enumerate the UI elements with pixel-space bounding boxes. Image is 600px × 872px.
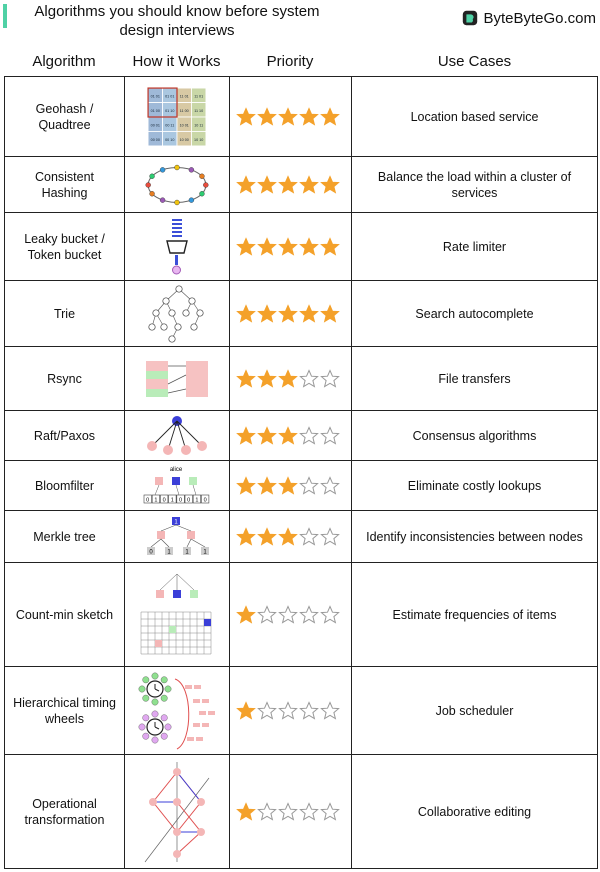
priority-rating (230, 667, 352, 755)
geohash-cell-label: 11 10 (194, 108, 204, 113)
table-row (5, 755, 598, 869)
algorithm-name: Hierarchical timing wheels (5, 667, 125, 755)
star-filled-icon (236, 527, 256, 547)
algorithm-name: Trie (5, 281, 125, 347)
how-it-works-illustration (125, 667, 230, 755)
star-empty-icon (278, 605, 298, 625)
table-row (5, 213, 598, 281)
geohash-cell-label: 00 11 (165, 122, 175, 127)
star-filled-icon (257, 107, 277, 127)
algorithm-name: Geohash / Quadtree (5, 77, 125, 157)
brand-logo[interactable] (461, 9, 596, 27)
algorithms-table (4, 76, 598, 869)
star-empty-icon (257, 701, 277, 721)
star-empty-icon (278, 802, 298, 822)
merkle-tree-icon (141, 515, 213, 559)
how-it-works-illustration (125, 461, 230, 511)
use-case: Consensus algorithms (352, 411, 598, 461)
star-filled-icon (278, 175, 298, 195)
bloom-item-label: alice (169, 466, 183, 473)
star-filled-icon (257, 237, 277, 257)
bytebytego-logo-icon (461, 9, 479, 27)
star-empty-icon (320, 476, 340, 496)
bloom-bit-label: 0 (187, 497, 191, 503)
table-row (5, 411, 598, 461)
star-filled-icon (236, 701, 256, 721)
bucket-icon (155, 217, 199, 277)
star-filled-icon (257, 426, 277, 446)
use-case: File transfers (352, 347, 598, 411)
star-filled-icon (236, 802, 256, 822)
star-filled-icon (236, 107, 256, 127)
star-filled-icon (257, 369, 277, 389)
star-filled-icon (278, 527, 298, 547)
star-filled-icon (320, 304, 340, 324)
bloom-bit-label: 0 (203, 497, 207, 503)
bloom-bit-label: 1 (170, 497, 174, 503)
algorithm-name: Consistent Hashing (5, 157, 125, 213)
star-filled-icon (299, 304, 319, 324)
star-empty-icon (320, 701, 340, 721)
priority-rating (230, 755, 352, 869)
merkle-leaf-label: 0 (149, 549, 153, 555)
use-case: Balance the load within a cluster of services (352, 157, 598, 213)
geohash-cell-label: 00 10 (165, 137, 175, 142)
priority-rating (230, 157, 352, 213)
algorithm-name: Rsync (5, 347, 125, 411)
leader-nodes-icon (142, 414, 212, 458)
merkle-leaf-label: 1 (167, 549, 171, 555)
star-filled-icon (236, 369, 256, 389)
how-it-works-illustration (125, 213, 230, 281)
geohash-cell-label: 01 10 (165, 108, 175, 113)
priority-rating (230, 281, 352, 347)
star-filled-icon (236, 304, 256, 324)
count-min-grid-icon (137, 570, 217, 660)
star-empty-icon (257, 802, 277, 822)
timing-wheel-icon (137, 671, 217, 751)
star-filled-icon (278, 426, 298, 446)
how-it-works-illustration (125, 563, 230, 667)
star-empty-icon (299, 476, 319, 496)
use-case: Location based service (352, 77, 598, 157)
star-filled-icon (278, 107, 298, 127)
star-empty-icon (320, 369, 340, 389)
merkle-leaf-label: 1 (185, 549, 189, 555)
geohash-cell-label: 11 01 (179, 93, 189, 98)
brand-name: ByteByteGo.com (483, 9, 596, 27)
ot-diagram-icon (137, 758, 217, 866)
use-case: Collaborative editing (352, 755, 598, 869)
geohash-cell-label: 11 01 (194, 93, 204, 98)
star-filled-icon (299, 237, 319, 257)
star-empty-icon (278, 701, 298, 721)
star-empty-icon (320, 802, 340, 822)
star-empty-icon (299, 527, 319, 547)
use-case: Identify inconsistencies between nodes (352, 511, 598, 563)
geohash-cell-label: 10 00 (179, 137, 189, 142)
star-empty-icon (299, 426, 319, 446)
trie-tree-icon (142, 283, 212, 345)
col-header-use-cases: Use Cases (437, 53, 512, 70)
priority-rating (230, 347, 352, 411)
geohash-cell-label: 10 11 (194, 122, 204, 127)
how-it-works-illustration (125, 77, 230, 157)
algorithm-name: Raft/Paxos (5, 411, 125, 461)
how-it-works-illustration (125, 281, 230, 347)
table-row (5, 563, 598, 667)
star-empty-icon (299, 369, 319, 389)
priority-rating (230, 213, 352, 281)
star-filled-icon (278, 237, 298, 257)
merkle-root-label: 1 (174, 519, 178, 525)
geohash-cell-label: 01 01 (150, 93, 160, 98)
geohash-cell-label: 01 00 (150, 108, 160, 113)
col-header-how: How it Works (132, 53, 221, 70)
hash-ring-icon (141, 162, 213, 208)
geohash-cell-label: 10 01 (179, 122, 189, 127)
star-filled-icon (257, 527, 277, 547)
geohash-cell-label: 10 10 (194, 137, 204, 142)
priority-rating (230, 411, 352, 461)
bloom-filter-icon (141, 465, 213, 507)
priority-rating (230, 461, 352, 511)
how-it-works-illustration (125, 157, 230, 213)
geohash-cell-label: 00 01 (150, 122, 160, 127)
star-filled-icon (278, 304, 298, 324)
col-header-priority: Priority (266, 53, 314, 70)
star-empty-icon (299, 802, 319, 822)
col-header-algorithm: Algorithm (32, 53, 96, 70)
rsync-blocks-icon (142, 355, 212, 403)
star-empty-icon (299, 605, 319, 625)
bloom-bit-label: 1 (195, 497, 199, 503)
priority-rating (230, 511, 352, 563)
table-row (5, 511, 598, 563)
use-case: Job scheduler (352, 667, 598, 755)
star-filled-icon (236, 476, 256, 496)
how-it-works-illustration (125, 347, 230, 411)
star-filled-icon (257, 476, 277, 496)
geohash-grid-icon (146, 86, 208, 148)
star-filled-icon (278, 369, 298, 389)
table-row (5, 461, 598, 511)
star-filled-icon (299, 107, 319, 127)
table-row (5, 281, 598, 347)
use-case: Estimate frequencies of items (352, 563, 598, 667)
priority-rating (230, 77, 352, 157)
geohash-cell-label: 11 00 (179, 108, 189, 113)
geohash-cell-label: 01 01 (165, 93, 175, 98)
algorithm-name: Leaky bucket / Token bucket (5, 213, 125, 281)
table-row (5, 347, 598, 411)
geohash-cell-label: 00 00 (150, 137, 160, 142)
priority-rating (230, 563, 352, 667)
bloom-bit-label: 1 (154, 497, 158, 503)
algorithm-name: Merkle tree (5, 511, 125, 563)
star-filled-icon (257, 175, 277, 195)
bloom-bit-label: 0 (162, 497, 166, 503)
how-it-works-illustration (125, 755, 230, 869)
star-filled-icon (236, 426, 256, 446)
star-filled-icon (320, 107, 340, 127)
star-filled-icon (320, 237, 340, 257)
star-empty-icon (320, 527, 340, 547)
algorithm-name: Count-min sketch (5, 563, 125, 667)
star-filled-icon (236, 175, 256, 195)
star-filled-icon (299, 175, 319, 195)
bloom-bit-label: 0 (178, 497, 183, 503)
algorithm-name: Operational transformation (5, 755, 125, 869)
star-empty-icon (320, 605, 340, 625)
star-empty-icon (299, 701, 319, 721)
star-filled-icon (236, 237, 256, 257)
title-accent-bar (3, 4, 7, 28)
star-filled-icon (320, 175, 340, 195)
page-title: Algorithms you should know before system design interviews (34, 3, 320, 39)
table-row (5, 667, 598, 755)
star-filled-icon (278, 476, 298, 496)
star-filled-icon (257, 304, 277, 324)
merkle-leaf-label: 1 (203, 549, 207, 555)
star-empty-icon (257, 605, 277, 625)
algorithm-name: Bloomfilter (5, 461, 125, 511)
use-case: Eliminate costly lookups (352, 461, 598, 511)
use-case: Search autocomplete (352, 281, 598, 347)
table-row (5, 157, 598, 213)
star-filled-icon (236, 605, 256, 625)
bloom-bit-label: 0 (146, 497, 150, 503)
how-it-works-illustration (125, 411, 230, 461)
use-case: Rate limiter (352, 213, 598, 281)
star-empty-icon (320, 426, 340, 446)
table-row (5, 77, 598, 157)
how-it-works-illustration (125, 511, 230, 563)
